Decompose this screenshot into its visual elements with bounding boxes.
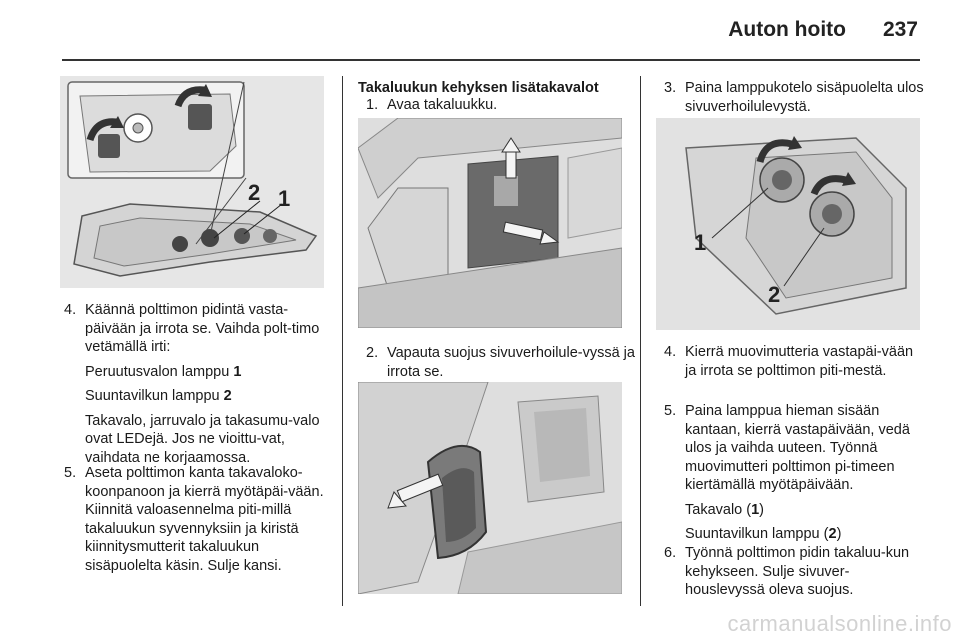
bulb-socket-illustration <box>656 118 920 330</box>
bulb-item-reversing: Peruutusvalon lamppu 1 <box>85 363 242 380</box>
figure1-callout-2: 2 <box>248 180 261 205</box>
figure4-callout-1: 1 <box>694 230 707 255</box>
watermark: carmanualsonline.info <box>727 611 952 636</box>
col3-step-3 <box>664 79 926 122</box>
step-number: 4. <box>64 302 77 318</box>
step-number: 1. <box>366 97 379 113</box>
step-text: Aseta polttimon kanta takavaloko-koonpanoon ja kierrä myötäpäi-vään. Kiinnitä valoasennelma piti-millä takaluukun syvennyksiin ja kiristä kiinnitysmutterit takaluukun sisäpuolelta käsin. Sulje kansi. <box>85 465 324 574</box>
section-heading: Takaluukun kehyksen lisätakavalot <box>358 80 599 96</box>
figure-side-trim-cover <box>358 382 622 594</box>
callout-ref-1: 1 <box>751 501 760 518</box>
step-number: 5. <box>664 403 677 419</box>
step-text: Vapauta suojus sivuverhoilule-vyssä ja irrota se. <box>387 345 635 380</box>
step-number: 5. <box>64 465 77 481</box>
figure1-callout-1: 1 <box>278 186 291 211</box>
column-divider-right <box>640 76 641 606</box>
callout-ref-1: 1 <box>233 363 242 380</box>
taillamp-illustration <box>60 76 324 288</box>
page-number: 237 <box>882 18 918 41</box>
figure-bulb-sockets <box>656 118 920 330</box>
step-text: Kierrä muovimutteria vastapäi-vään ja irrota se polttimon piti-mestä. <box>685 344 914 379</box>
figure4-callout-2: 2 <box>768 282 781 307</box>
callout-ref-2: 2 <box>223 388 232 404</box>
side-trim-illustration <box>358 382 622 594</box>
led-note: Takavalo, jarruvalo ja takasumu-valo ovat LEDejä. Jos ne vioittu-vat, vaihdata ne korjaamossa. <box>85 412 320 466</box>
step-number: 6. <box>664 545 677 561</box>
step-text: Työnnä polttimon pidin takaluu-kun kehykseen. Sulje sivuver-houslevyssä oleva suojus. <box>685 545 910 598</box>
figure-taillamp-bulb-holders <box>60 76 324 288</box>
col3-step-4 <box>664 343 926 386</box>
col2-step-2 <box>366 344 636 387</box>
bulb-item-tail-lamp: Takavalo (1) <box>685 501 765 518</box>
col1-step-4 <box>64 301 330 473</box>
step-number: 2. <box>366 345 379 361</box>
step-text: Avaa takaluukku. <box>387 97 498 113</box>
column-divider-left <box>342 76 343 606</box>
bulb-item-turn-signal: Suuntavilkun lamppu (2) <box>685 526 842 542</box>
page-section-title: Auton hoito <box>728 18 846 41</box>
callout-ref-2: 2 <box>828 526 837 542</box>
bulb-item-turn-signal: Suuntavilkun lamppu 2 <box>85 388 232 404</box>
header-divider <box>62 59 920 61</box>
col2-step-1 <box>366 96 636 121</box>
step-text: Käännä polttimon pidintä vasta-päivään ja irrota se. Vaihda polt-timo vetämällä irti: <box>85 302 320 355</box>
col3-step-6 <box>664 544 926 606</box>
step-text: Paina lamppukotelo sisäpuolelta ulos sivuverhoilulevystä. <box>685 80 924 115</box>
tailgate-illustration <box>358 118 622 328</box>
col1-step-5 <box>64 464 330 581</box>
figure-open-tailgate <box>358 118 622 328</box>
step-number: 3. <box>664 80 677 96</box>
step-number: 4. <box>664 344 677 360</box>
col3-step-5 <box>664 402 926 550</box>
step-text: Paina lamppua hieman sisään kantaan, kierrä vastapäivään, vedä ulos ja vaihda uuteen. Työnnä muovimutteri polttimon pi-timeen kiertämällä myötäpäivään. <box>685 403 910 493</box>
